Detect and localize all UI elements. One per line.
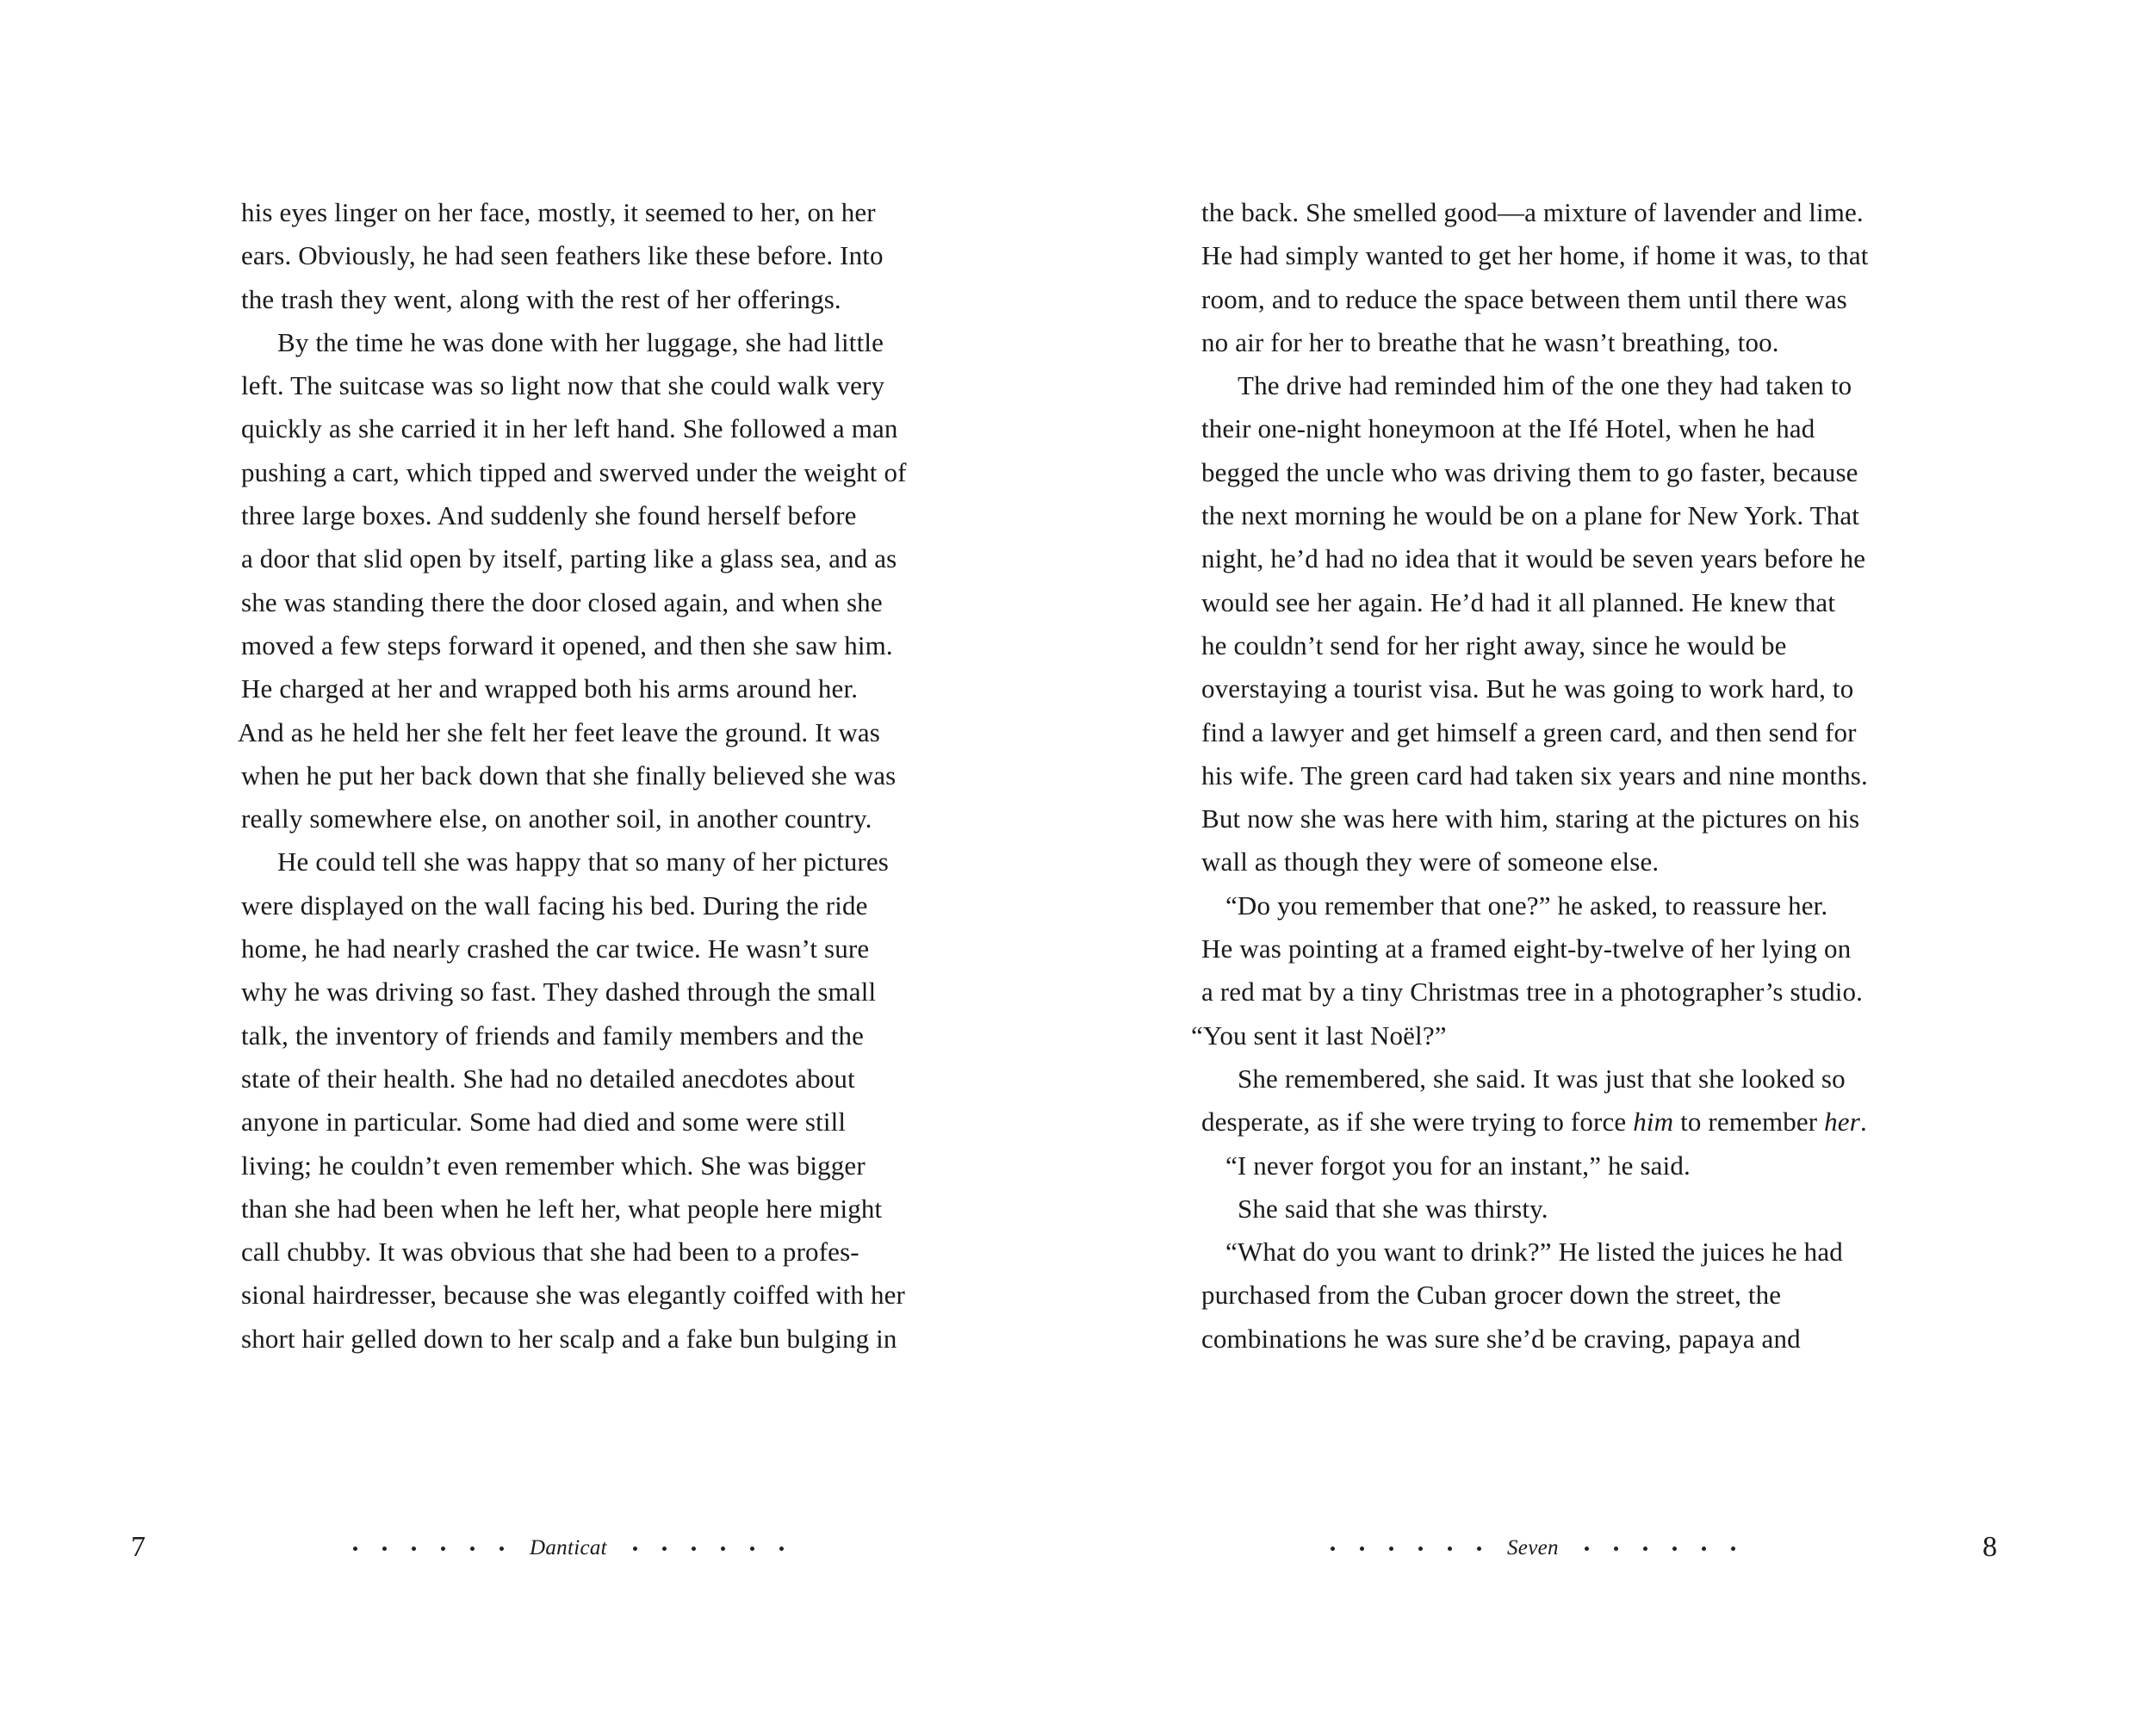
text-line: moved a few steps forward it opened, and then she saw him. (241, 629, 893, 660)
dot-icon (1672, 1547, 1677, 1551)
dot-icon (1477, 1547, 1481, 1551)
text-line: She remembered, she said. It was just that she looked so (1238, 1063, 1846, 1094)
text-line: call chubby. It was obvious that she had been to a profes- (241, 1237, 859, 1268)
dot-icon (1389, 1547, 1393, 1551)
text-line: “What do you want to drink?” He listed the juices he had (1225, 1237, 1843, 1268)
dot-icon (1418, 1547, 1423, 1551)
dot-icon (779, 1547, 784, 1551)
text-line: He charged at her and wrapped both his arms around her. (241, 673, 859, 704)
text-line: short hair gelled down to her scalp and a fake bun bulging in (241, 1323, 897, 1354)
dot-icon (1448, 1547, 1452, 1551)
running-head (353, 1529, 784, 1567)
text-line (1201, 1100, 1942, 1144)
text-line: state of their health. She had no detailed anecdotes about (241, 1063, 855, 1094)
text-line: she was standing there the door closed again, and when she (241, 586, 883, 617)
text-line: talk, the inventory of friends and family members and the (241, 1020, 865, 1051)
running-head (1331, 1529, 1735, 1567)
text-line: the back. She smelled good—a mixture of lavender and lime. (1201, 197, 1864, 227)
dot-icon (1331, 1547, 1335, 1551)
dot-icon (353, 1547, 357, 1551)
text-line: no air for her to breathe that he wasn’t breathing, too. (1201, 326, 1779, 357)
right-page-text (1191, 191, 1942, 1361)
text-line: night, he’d had no idea that it would be seven years before he (1201, 543, 1866, 574)
dot-icon (1360, 1547, 1364, 1551)
dot-icon (412, 1547, 416, 1551)
text-line: their one-night honeymoon at the Ifé Hotel, when he had (1201, 413, 1815, 444)
text-line: the next morning he would be on a plane for New York. That (1201, 500, 1860, 531)
text-line: combinations he was sure she’d be craving, papaya and (1201, 1323, 1801, 1354)
page-number: 7 (131, 1531, 146, 1563)
text-line: why he was driving so fast. They dashed through the small (241, 976, 877, 1008)
text-run: desperate, as if she were trying to force (1201, 1107, 1634, 1138)
text-line: wall as though they were of someone else. (1201, 846, 1660, 877)
running-head-title: Seven (1507, 1536, 1559, 1559)
text-line: begged the uncle who was driving them to go faster, because (1201, 456, 1858, 487)
dot-icon (633, 1547, 637, 1551)
italic-run: him (1633, 1107, 1674, 1138)
dot-icon (662, 1547, 667, 1551)
text-line: pushing a cart, which tipped and swerved under the weight of (241, 456, 907, 487)
left-page-text (238, 191, 982, 1361)
text-line: overstaying a tourist visa. But he was going to work hard, to (1201, 673, 1854, 704)
text-line: quickly as she carried it in her left hand. She followed a man (241, 413, 898, 444)
text-line: three large boxes. And suddenly she found herself before (241, 500, 857, 531)
page-number: 8 (1982, 1531, 1997, 1563)
text-line: “I never forgot you for an instant,” he said. (1225, 1150, 1691, 1181)
ornament-dots (1331, 1547, 1481, 1551)
text-run: to remember (1673, 1107, 1825, 1138)
text-line: He had simply wanted to get her home, if home it was, to that (1201, 240, 1869, 271)
text-line: And as he held her she felt her feet leave the ground. It was (238, 716, 880, 747)
dot-icon (1731, 1547, 1735, 1551)
text-line: would see her again. He’d had it all planned. He knew that (1201, 586, 1836, 617)
dot-icon (750, 1547, 754, 1551)
dot-icon (499, 1547, 504, 1551)
running-head-author: Danticat (530, 1536, 607, 1559)
text-line: anyone in particular. Some had died and some were still (241, 1107, 847, 1138)
dot-icon (1614, 1547, 1618, 1551)
right-page (1076, 0, 2153, 1736)
text-run: . (1859, 1107, 1867, 1138)
text-line: a door that slid open by itself, parting like a glass sea, and as (241, 543, 897, 574)
dot-icon (721, 1547, 725, 1551)
text-line: ears. Obviously, he had seen feathers like these before. Into (241, 240, 884, 271)
text-line: when he put her back down that she finally believed she was (241, 760, 897, 790)
italic-run: her (1824, 1107, 1860, 1138)
text-line: purchased from the Cuban grocer down the street, the (1201, 1280, 1782, 1311)
dot-icon (1585, 1547, 1589, 1551)
dot-icon (1702, 1547, 1706, 1551)
text-line: He was pointing at a framed eight-by-twelve of her lying on (1201, 933, 1852, 964)
text-line: home, he had nearly crashed the car twice. He wasn’t sure (241, 933, 870, 964)
dot-icon (382, 1547, 387, 1551)
left-page (0, 0, 1076, 1736)
text-line: sional hairdresser, because she was elegantly coiffed with her (241, 1280, 906, 1311)
text-line: She said that she was thirsty. (1238, 1193, 1548, 1224)
text-line: But now she was here with him, staring at the pictures on his (1201, 803, 1860, 834)
text-line: “Do you remember that one?” he asked, to reassure her. (1225, 890, 1828, 921)
dot-icon (470, 1547, 475, 1551)
text-line: By the time he was done with her luggage, she had little (277, 326, 884, 357)
ornament-dots (633, 1547, 784, 1551)
text-line: were displayed on the wall facing his bed. During the ride (241, 890, 868, 921)
text-line: the trash they went, along with the rest of her offerings. (241, 283, 841, 314)
text-line: He could tell she was happy that so many of her pictures (277, 846, 890, 877)
ornament-dots (353, 1547, 504, 1551)
text-line: room, and to reduce the space between them until there was (1201, 283, 1847, 314)
dot-icon (692, 1547, 696, 1551)
text-line: living; he couldn’t even remember which. She was bigger (241, 1150, 866, 1181)
text-line: “You sent it last Noël?” (1191, 1020, 1447, 1051)
ornament-dots (1585, 1547, 1735, 1551)
text-line: than she had been when he left her, what people here might (241, 1193, 883, 1224)
text-line: The drive had reminded him of the one they had taken to (1238, 370, 1852, 401)
dot-icon (1643, 1547, 1647, 1551)
text-line: he couldn’t send for her right away, since he would be (1201, 629, 1787, 660)
text-line: left. The suitcase was so light now that she could walk very (241, 370, 885, 401)
text-line: his eyes linger on her face, mostly, it seemed to her, on her (241, 197, 876, 227)
text-line: find a lawyer and get himself a green card, and then send for (1201, 716, 1857, 747)
text-line: really somewhere else, on another soil, in another country. (241, 803, 872, 834)
text-line: a red mat by a tiny Christmas tree in a photographer’s studio. (1201, 976, 1864, 1008)
dot-icon (441, 1547, 445, 1551)
text-line: his wife. The green card had taken six years and nine months. (1201, 760, 1868, 790)
